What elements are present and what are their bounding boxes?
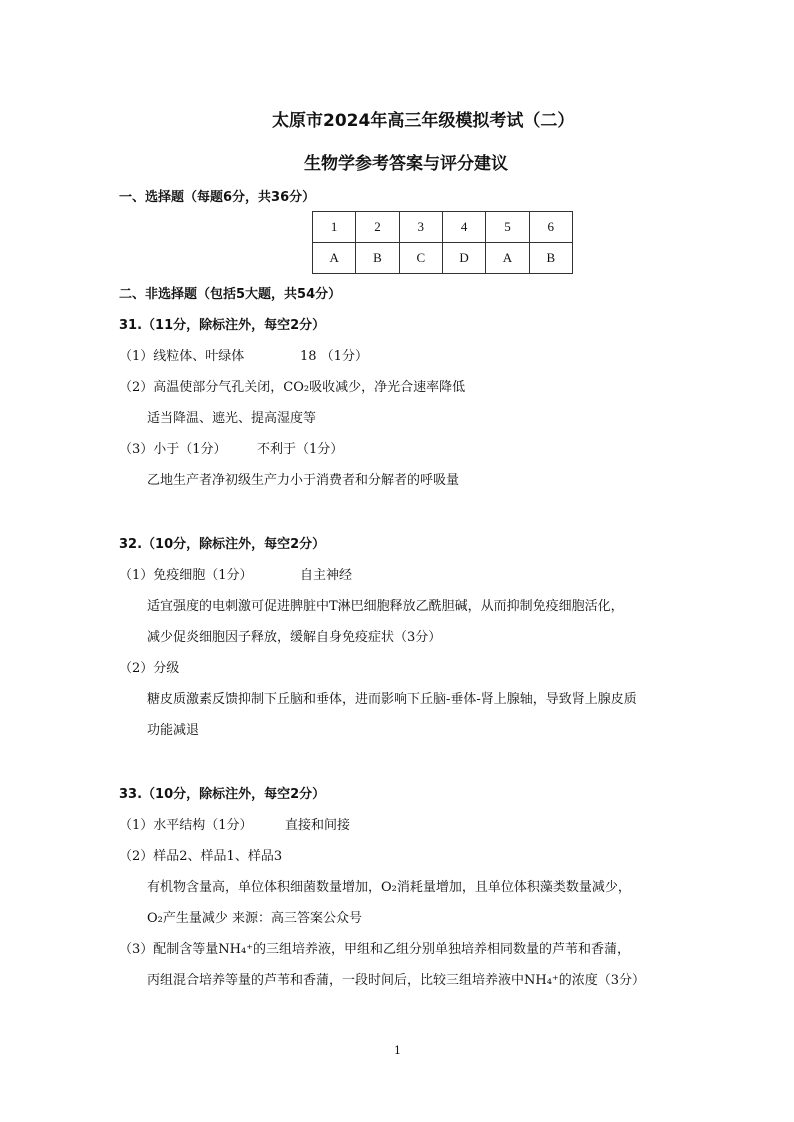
q33-answer-2a: （2）样品2、样品1、样品3 xyxy=(119,849,283,864)
q31-answer-1a: （1）线粒体、叶绿体 xyxy=(119,349,245,364)
q33-heading: 33.（10分，除标注外，每空2分） xyxy=(119,787,326,802)
section-heading-nonchoice: 二、非选择题（包括5大题，共54分） xyxy=(119,287,342,302)
q33-answer-2c: O₂产生量减少 来源：高三答案公众号 xyxy=(147,911,363,926)
answer-cell: D xyxy=(442,243,485,274)
q32-answer-1d: 减少促炎细胞因子释放，缓解自身免疫症状（3分） xyxy=(147,630,442,645)
answer-cell: A xyxy=(486,243,529,274)
q32-answer-2c: 功能减退 xyxy=(147,723,200,738)
q33-answer-2b: 有机物含量高，单位体积细菌数量增加，O₂消耗量增加，且单位体积藻类数量减少， xyxy=(147,880,631,895)
q31-answer-2b: 适当降温、遮光、提高湿度等 xyxy=(147,411,317,426)
question-number-cell: 1 xyxy=(313,212,356,243)
q33-answer-1a: （1）水平结构（1分） xyxy=(119,818,253,833)
q31-answer-1b: 18 （1分） xyxy=(300,349,368,364)
q31-answer-3c: 乙地生产者净初级生产力小于消费者和分解者的呼吸量 xyxy=(147,473,460,488)
question-number-cell: 3 xyxy=(399,212,442,243)
q32-answer-1b: 自主神经 xyxy=(300,568,353,583)
q32-answer-1a: （1）免疫细胞（1分） xyxy=(119,568,253,583)
answer-cell: B xyxy=(529,243,572,274)
q31-answer-3a: （3）小于（1分） xyxy=(119,442,227,457)
q32-answer-2b: 糖皮质激素反馈抑制下丘脑和垂体，进而影响下丘脑-垂体-肾上腺轴，导致肾上腺皮质 xyxy=(147,692,637,707)
page-number: 1 xyxy=(394,1044,401,1057)
q33-answer-1b: 直接和间接 xyxy=(285,818,351,833)
q31-answer-2a: （2）高温使部分气孔关闭，CO₂吸收减少，净光合速率降低 xyxy=(119,380,466,395)
q32-heading: 32.（10分，除标注外，每空2分） xyxy=(119,537,326,552)
document-title: 太原市2024年高三年级模拟考试（二） xyxy=(272,111,575,131)
q31-heading: 31.（11分，除标注外，每空2分） xyxy=(119,318,326,333)
answer-cell: C xyxy=(399,243,442,274)
document-subtitle: 生物学参考答案与评分建议 xyxy=(304,154,508,174)
q33-answer-3a: （3）配制含等量NH₄⁺的三组培养液，甲组和乙组分别单独培养相同数量的芦苇和香蒲， xyxy=(119,942,631,957)
question-number-cell: 5 xyxy=(486,212,529,243)
answer-cell: B xyxy=(356,243,399,274)
q33-answer-3b: 丙组混合培养等量的芦苇和香蒲，一段时间后，比较三组培养液中NH₄⁺的浓度（3分） xyxy=(147,973,646,988)
answer-cell: A xyxy=(313,243,356,274)
answer-table-answer-row xyxy=(313,243,573,274)
q31-answer-3b: 不利于（1分） xyxy=(257,442,344,457)
q32-answer-2a: （2）分级 xyxy=(119,661,180,676)
question-number-cell: 2 xyxy=(356,212,399,243)
answer-table-number-row xyxy=(313,212,573,243)
answer-table xyxy=(312,211,573,274)
question-number-cell: 4 xyxy=(442,212,485,243)
question-number-cell: 6 xyxy=(529,212,572,243)
section-heading-choice: 一、选择题（每题6分，共36分） xyxy=(119,190,316,205)
q32-answer-1c: 适宜强度的电刺激可促进脾脏中T淋巴细胞释放乙酰胆碱，从而抑制免疫细胞活化， xyxy=(147,599,624,614)
